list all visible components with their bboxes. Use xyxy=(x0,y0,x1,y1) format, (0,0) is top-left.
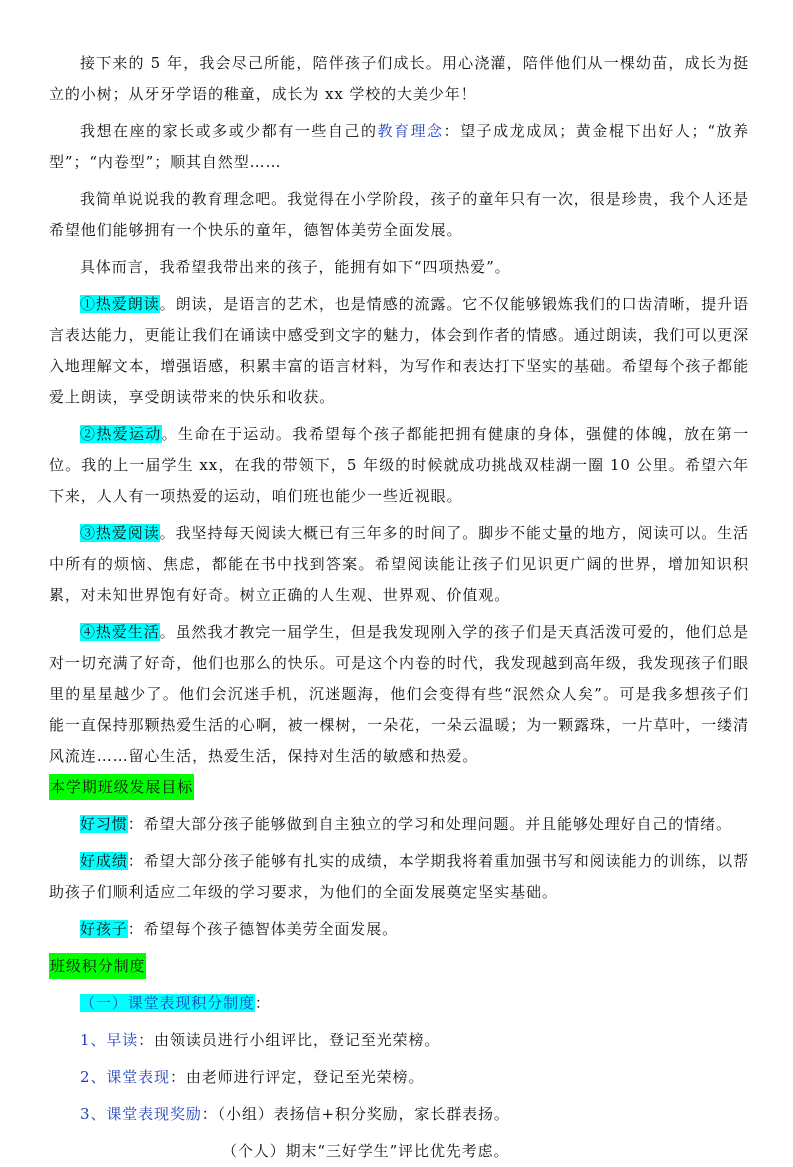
love-label: ④热爱生活 xyxy=(80,623,160,641)
paragraph-education-ideas xyxy=(49,116,749,178)
points-subheading-line xyxy=(49,988,749,1019)
paragraph-intro: 接下来的 5 年，我会尽己所能，陪伴孩子们成长。用心浇灌，陪伴他们从一棵幼苗，成长为挺立的小树；从牙牙学语的稚童，成长为 xx 学校的大美少年！ xyxy=(49,54,749,103)
love-text: 。我坚持每天阅读大概已有三年多的时间了。脚步不能丈量的地方，阅读可以。生活中所有的烦恼、焦虑，都能在书中找到答案。希望阅读能让孩子们见识更广阔的世界，增加知识积累，对未知世界饱有好奇。树立正确的人生观、世界观、价值观。 xyxy=(49,524,749,604)
goal-good-grades xyxy=(49,846,749,908)
goal-text: ：希望大部分孩子能够有扎实的成绩，本学期我将着重加强书写和阅读能力的训练，以帮助孩子们顺利适应二年级的学习要求，为他们的全面发展奠定坚实基础。 xyxy=(49,852,750,901)
points-item-text: ：由老师进行评定，登记至光荣榜。 xyxy=(169,1068,425,1086)
points-item-text: ：（小组）表扬信+积分奖励，家长群表扬。 xyxy=(201,1105,510,1123)
love-reading-aloud xyxy=(49,289,749,413)
points-item-label: 2、课堂表现 xyxy=(80,1068,170,1086)
points-heading: 班级积分制度 xyxy=(49,953,146,979)
goal-label: 好孩子 xyxy=(80,920,128,938)
love-label: ③热爱阅读 xyxy=(80,524,160,542)
love-text: 。朗读，是语言的艺术，也是情感的流露。它不仅能够锻炼我们的口齿清晰，提升语言表达能力，更能让我们在诵读中感受到文字的魅力，体会到作者的情感。通过朗读，我们可以更深入地理解文本，增强语感，积累丰富的语言材料，为写作和表达打下坚实的基础。希望每个孩子都能爱上朗读，享受朗读带来的快乐和收获。 xyxy=(49,295,749,406)
paragraph-my-philosophy: 我简单说说我的教育理念吧。我觉得在小学阶段，孩子的童年只有一次，很是珍贵，我个人还是希望他们能够拥有一个快乐的童年，德智体美劳全面发展。 xyxy=(49,190,749,239)
love-label: ②热爱运动 xyxy=(80,425,162,443)
points-item-label: 1、早读 xyxy=(80,1031,139,1049)
goal-good-child xyxy=(49,914,749,945)
goal-label: 好成绩 xyxy=(80,852,128,870)
goal-label: 好习惯 xyxy=(80,815,128,833)
goal-text: ：希望每个孩子德智体美劳全面发展。 xyxy=(127,920,399,938)
love-text: 。生命在于运动。我希望每个孩子都能把拥有健康的身体，强健的体魄，放在第一位。我的上一届学生 xx，在我的带领下，5 年级的时候就成功挑战双桂湖一圈 10 公里。希望六年下来，人人有一项热爱的运动，咱们班也能少一些近视眼。 xyxy=(49,425,749,505)
paragraph-four-loves-intro: 具体而言，我希望我带出来的孩子，能拥有如下“四项热爱”。 xyxy=(80,258,511,276)
points-individual-line: （个人）期末“三好学生”评比优先考虑。 xyxy=(222,1142,510,1160)
love-sports xyxy=(49,419,749,512)
points-section xyxy=(49,951,749,982)
paragraph-text: 我想在座的家长或多或少都有一些自己的 xyxy=(80,122,378,140)
education-concept-link[interactable]: 教育理念 xyxy=(377,122,444,140)
points-item-label: 3、课堂表现奖励 xyxy=(80,1105,202,1123)
love-reading xyxy=(49,518,749,611)
points-item-rewards xyxy=(49,1099,749,1130)
points-subheading-colon: ： xyxy=(254,994,271,1012)
points-item-text: ：由领读员进行小组评比，登记至光荣榜。 xyxy=(138,1031,441,1049)
document-page xyxy=(49,48,749,1167)
points-item-class-performance xyxy=(49,1062,749,1093)
love-label: ①热爱朗读 xyxy=(80,295,160,313)
love-life xyxy=(49,617,749,772)
goal-text: ：希望大部分孩子能够做到自主独立的学习和处理问题。并且能够处理好自己的情绪。 xyxy=(127,815,732,833)
points-item-morning-reading xyxy=(49,1025,749,1056)
goal-good-habits xyxy=(49,809,749,840)
love-text: 。虽然我才教完一届学生，但是我发现刚入学的孩子们是天真活泼可爱的，他们总是对一切充满了好奇，他们也那么的快乐。可是这个内卷的时代，我发现越到高年级，我发现孩子们眼里的星星越少了。他们会沉迷手机，沉迷题海，他们会变得有些“泯然众人矣”。可是我多想孩子们能一直保持那颗热爱生活的心啊，被一棵树，一朵花，一朵云温暖；为一颗露珠，一片草叶，一缕清风流连……留心生活，热爱生活，保持对生活的敏感和热爱。 xyxy=(49,623,749,765)
points-subheading: （一）课堂表现积分制度 xyxy=(80,994,255,1012)
goals-heading: 本学期班级发展目标 xyxy=(49,774,194,800)
goals-section xyxy=(49,772,749,803)
paragraph-text: ：望子成龙成凤；黄金棍下出好人；“放养型”；“内卷型”；顺其自然型…… xyxy=(49,122,749,171)
